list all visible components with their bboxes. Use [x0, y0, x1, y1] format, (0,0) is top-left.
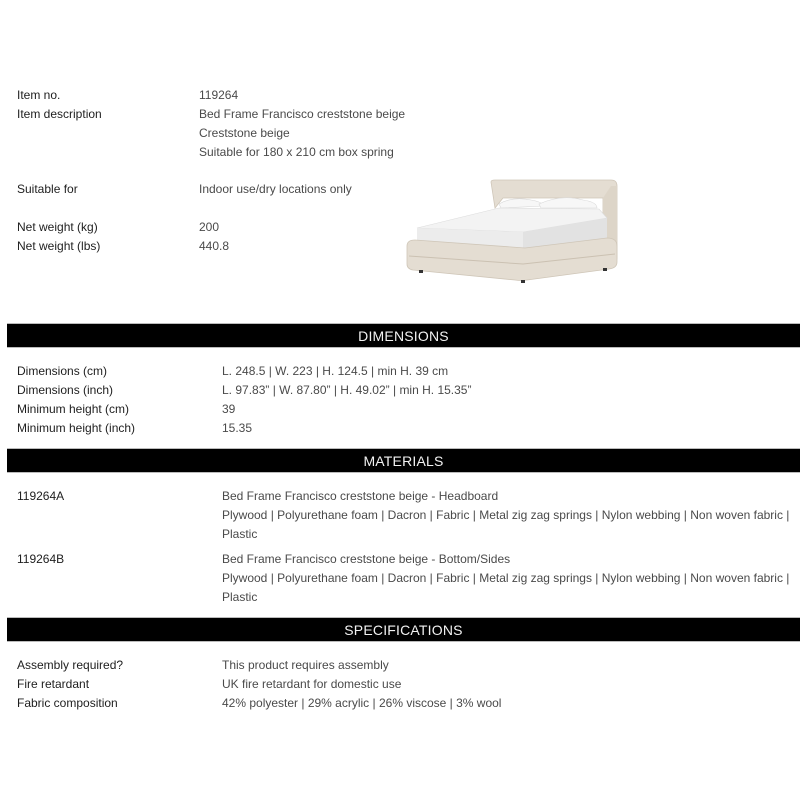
- dimension-label: Dimensions (inch): [17, 383, 114, 397]
- spec-value: This product requires assembly: [222, 658, 389, 672]
- spec-value: UK fire retardant for domestic use: [222, 677, 402, 691]
- net-weight-kg-label: Net weight (kg): [17, 220, 98, 234]
- item-no-value: 119264: [199, 88, 239, 102]
- spec-label: Fabric composition: [17, 696, 118, 710]
- dimension-label: Dimensions (cm): [17, 364, 108, 378]
- material-part-name: Bed Frame Francisco creststone beige - Bottom/Sides: [222, 552, 511, 566]
- material-part-name: Bed Frame Francisco creststone beige - Headboard: [222, 489, 499, 503]
- dimension-value: 15.35: [222, 421, 253, 435]
- dimension-value: 39: [222, 402, 236, 416]
- spec-label: Fire retardant: [17, 677, 90, 691]
- material-code: 119264B: [17, 552, 65, 566]
- spec-value: 42% polyester | 29% acrylic | 26% viscose | 3% wool: [222, 696, 502, 710]
- dimension-value: L. 248.5 | W. 223 | H. 124.5 | min H. 39 cm: [222, 364, 449, 378]
- dimensions-header: [7, 323, 800, 348]
- dimension-value: L. 97.83” | W. 87.80” | H. 49.02” | min H. 15.35”: [222, 383, 472, 397]
- net-weight-lbs-value: 440.8: [199, 239, 230, 253]
- material-entry: [222, 487, 792, 544]
- suitable-for-value: Indoor use/dry locations only: [199, 182, 352, 196]
- suitable-for-label: Suitable for: [17, 182, 78, 196]
- item-description-line: Suitable for 180 x 210 cm box spring: [199, 145, 394, 159]
- dimension-label: Minimum height (cm): [17, 402, 130, 416]
- item-no-label: Item no.: [17, 88, 61, 102]
- materials-header: [7, 448, 800, 473]
- material-code: 119264A: [17, 489, 65, 503]
- item-description-line: Bed Frame Francisco creststone beige: [199, 107, 406, 121]
- spec-label: Assembly required?: [17, 658, 124, 672]
- product-image-bed: [403, 178, 619, 284]
- item-description-line: Creststone beige: [199, 126, 290, 140]
- material-list: Plywood | Polyurethane foam | Dacron | Fabric | Metal zig zag springs | Nylon webbing | Non woven fabric | Plastic: [222, 571, 790, 604]
- materials-title: MATERIALS: [363, 453, 444, 469]
- net-weight-kg-value: 200: [199, 220, 220, 234]
- dimensions-title: DIMENSIONS: [358, 328, 449, 344]
- material-entry: [222, 550, 792, 607]
- net-weight-lbs-label: Net weight (lbs): [17, 239, 101, 253]
- specifications-title: SPECIFICATIONS: [344, 622, 463, 638]
- specifications-header: [7, 617, 800, 642]
- item-description-label: Item description: [17, 107, 102, 121]
- material-list: Plywood | Polyurethane foam | Dacron | Fabric | Metal zig zag springs | Nylon webbing | Non woven fabric | Plastic: [222, 508, 790, 541]
- dimension-label: Minimum height (inch): [17, 421, 136, 435]
